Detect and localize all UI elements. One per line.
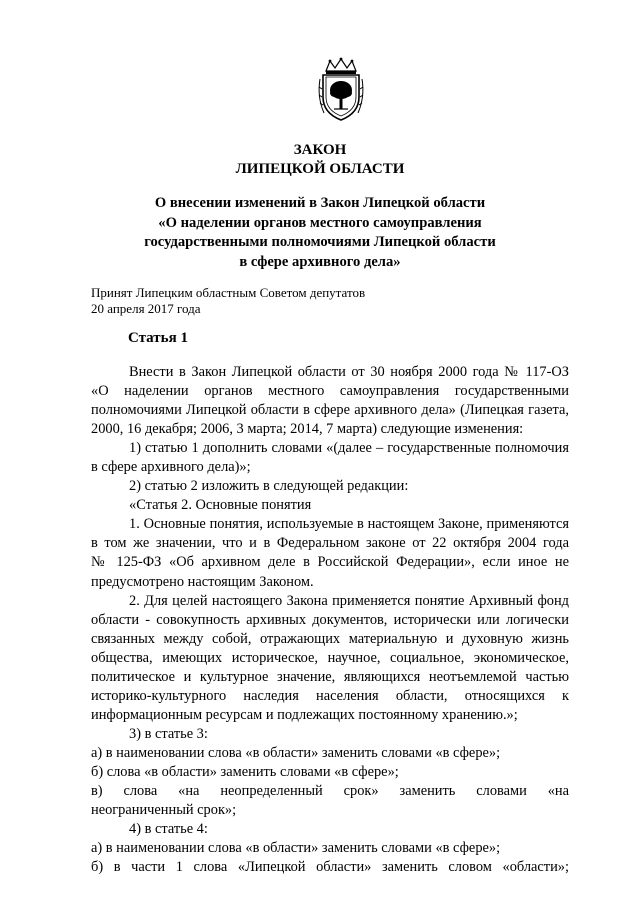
text-line: «Статья 2. Основные понятия — [129, 497, 312, 514]
law-subject — [0, 194, 640, 272]
text-line: 1) статью 1 дополнить словами «(далее – государственные полномочия — [129, 440, 569, 457]
text-line: б) в части 1 слова «Липецкой области» заменить словом «области»; — [91, 859, 569, 876]
law-title-line1: ЗАКОН — [293, 142, 347, 158]
text-line: а) в наименовании слова «в области» заменить словами «в сфере»; — [91, 840, 501, 857]
text-line: информационным ресурсам и подлежащих постоянному хранению.»; — [91, 706, 518, 723]
article-body — [91, 363, 569, 877]
subject-line: государственными полномочиями Липецкой области — [144, 234, 496, 250]
text-line: 3) в статье 3: — [129, 725, 208, 742]
text-line: в сфере архивного дела)»; — [91, 459, 251, 476]
text-line: области - совокупность архивных документов, исторически или логически — [91, 611, 569, 628]
text-line: полномочиями Липецкой области в сфере архивного дела» (Липецкая газета, — [91, 402, 569, 419]
text-line: 2. Для целей настоящего Закона применяется понятие Архивный фонд — [129, 592, 569, 609]
coat-of-arms-emblem — [314, 57, 368, 123]
text-line: общества, имеющих историческое, научное, социальное, экономическое, — [91, 649, 569, 666]
text-line: в том же значении, что и в Федеральном законе от 22 октября 2004 года — [91, 535, 569, 552]
text-line: предусмотрено настоящим Законом. — [91, 573, 314, 590]
law-title-line2: ЛИПЕЦКОЙ ОБЛАСТИ — [235, 161, 405, 177]
text-line: 2) статью 2 изложить в следующей редакции: — [129, 478, 409, 495]
adoption-date: 20 апреля 2017 года — [91, 300, 201, 316]
adoption-line: Принят Липецким областным Советом депутатов — [91, 285, 366, 300]
text-line: а) в наименовании слова «в области» заменить словами «в сфере»; — [91, 744, 501, 761]
law-heading — [0, 141, 640, 179]
text-line: № 125-ФЗ «Об архивном деле в Российской Федерации», если иное не — [91, 554, 569, 571]
text-line: Внести в Закон Липецкой области от 30 ноября 2000 года № 117-ОЗ — [129, 364, 569, 380]
text-line: политическое и культурное значение, являющихся неотъемлемой частью — [91, 668, 569, 685]
text-line: в) слова «на неопределенный срок» заменить словами «на — [91, 783, 569, 800]
text-line: неограниченный срок»; — [91, 802, 237, 819]
text-line: 2000, 16 декабря; 2006, 3 марта; 2014, 7 марта) следующие изменения: — [91, 421, 524, 438]
subject-line: в сфере архивного дела» — [239, 253, 401, 270]
text-line: б) слова «в области» заменить словами «в сфере»; — [91, 763, 399, 780]
subject-line: О внесении изменений в Закон Липецкой области — [154, 195, 486, 211]
text-line: «О наделении органов местного самоуправления государственными — [91, 383, 569, 400]
text-line: 4) в статье 4: — [129, 821, 208, 838]
text-line: связанных между собой, отражающих материальную и духовную жизнь — [91, 630, 569, 647]
subject-line: «О наделении органов местного самоуправления — [158, 214, 482, 231]
text-line: историко-культурного наследия населения области, относящихся к — [91, 687, 569, 704]
text-line: 1. Основные понятия, используемые в настоящем Законе, применяются — [129, 516, 569, 533]
article-heading: Статья 1 — [128, 330, 188, 346]
adoption-note — [91, 285, 365, 316]
